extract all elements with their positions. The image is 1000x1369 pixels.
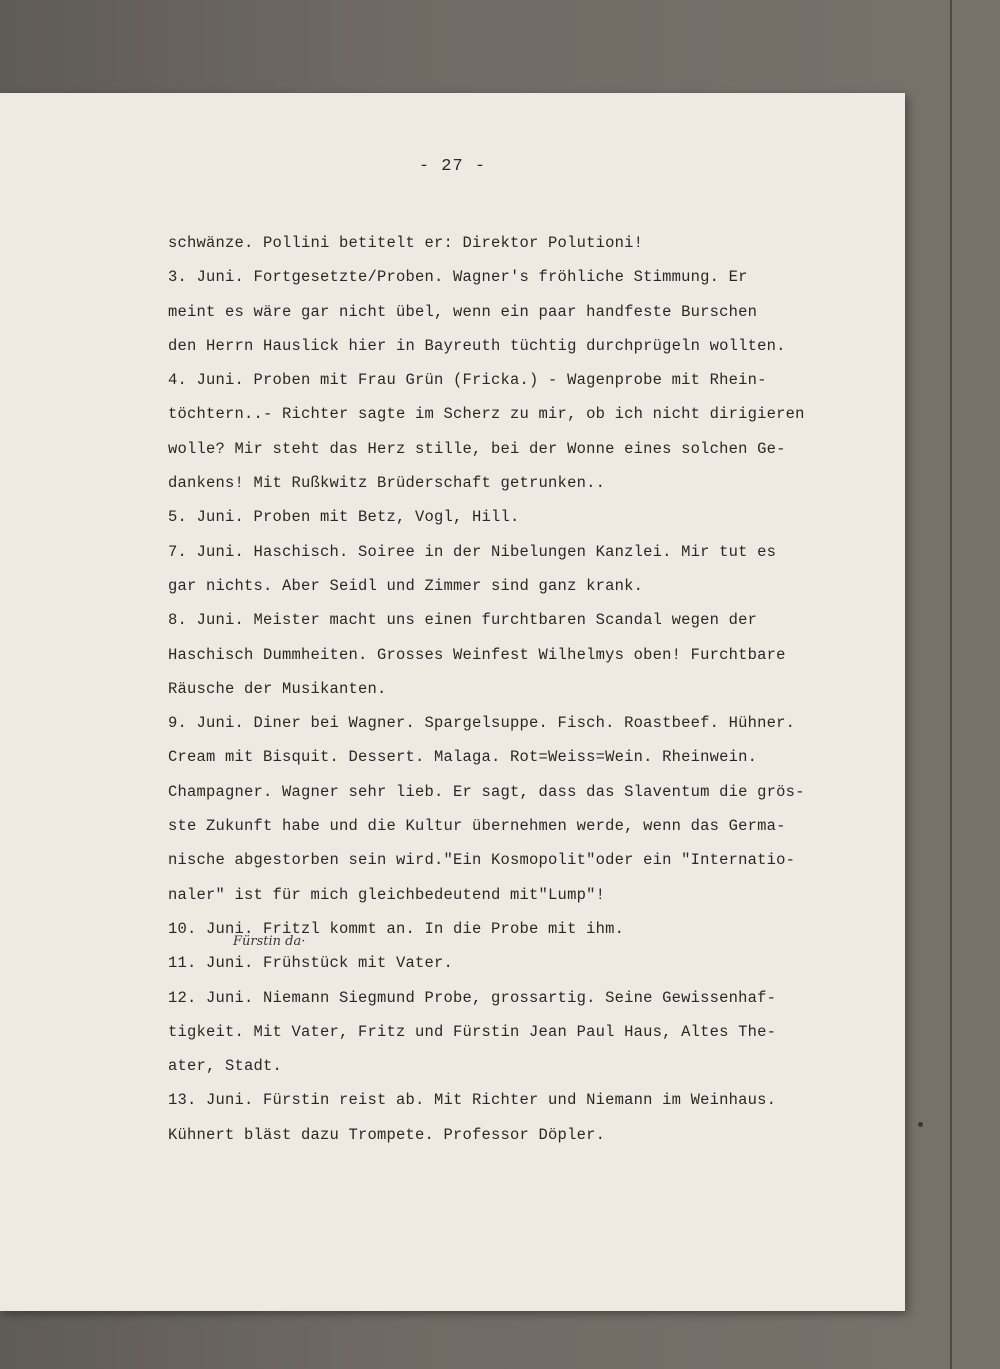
text-line: den Herrn Hauslick hier in Bayreuth tüchtig durchprügeln wollten.: [168, 336, 786, 355]
text-line: dankens! Mit Rußkwitz Brüderschaft getrunken..: [168, 474, 606, 493]
margin-dot: [918, 1122, 923, 1127]
handwritten-annotation: Fürstin da·: [233, 934, 306, 949]
text-line: töchtern..- Richter sagte im Scherz zu mir, ob ich nicht dirigieren: [168, 405, 805, 424]
text-line: 7. Juni. Haschisch. Soiree in der Nibelungen Kanzlei. Mir tut es: [168, 542, 777, 561]
text-line: 10. Juni. Fritzl kommt an. In die Probe mit ihm.: [168, 919, 625, 938]
text-line: naler" ist für mich gleichbedeutend mit"Lump"!: [168, 885, 606, 904]
text-line: 12. Juni. Niemann Siegmund Probe, grossartig. Seine Gewissenhaf-: [168, 988, 777, 1007]
text-line: gar nichts. Aber Seidl und Zimmer sind ganz krank.: [168, 576, 644, 595]
text-line: Cream mit Bisquit. Dessert. Malaga. Rot=Weiss=Wein. Rheinwein.: [168, 748, 758, 767]
page-number: - 27 -: [418, 157, 487, 176]
text-line: Kühnert bläst dazu Trompete. Professor Döpler.: [168, 1125, 606, 1144]
text-line: Champagner. Wagner sehr lieb. Er sagt, dass das Slaventum die grös-: [168, 782, 805, 801]
text-line: 13. Juni. Fürstin reist ab. Mit Richter und Niemann im Weinhaus.: [168, 1091, 777, 1110]
text-line: schwänze. Pollini betitelt er: Direktor Polutioni!: [168, 234, 644, 252]
text-line: ste Zukunft habe und die Kultur übernehmen werde, wenn das Germa-: [168, 817, 786, 836]
text-line: 4. Juni. Proben mit Frau Grün (Fricka.) - Wagenprobe mit Rhein-: [168, 371, 767, 390]
text-line: 9. Juni. Diner bei Wagner. Spargelsuppe. Fisch. Roastbeef. Hühner.: [168, 714, 796, 733]
text-line: Haschisch Dummheiten. Grosses Weinfest Wilhelmys oben! Furchtbare: [168, 645, 786, 664]
text-line: meint es wäre gar nicht übel, wenn ein paar handfeste Burschen: [168, 302, 758, 321]
scan-edge-line: [950, 0, 952, 1369]
typed-text-body: [168, 226, 890, 1152]
text-line: nische abgestorben sein wird."Ein Kosmopolit"oder ein "Internatio-: [168, 851, 796, 870]
text-line: 3. Juni. Fortgesetzte/Proben. Wagner's fröhliche Stimmung. Er: [168, 268, 748, 287]
text-line: 11. Juni. Frühstück mit Vater.: [168, 954, 454, 973]
text-line: tigkeit. Mit Vater, Fritz und Fürstin Jean Paul Haus, Altes The-: [168, 1022, 777, 1041]
text-line: ater, Stadt.: [168, 1057, 283, 1076]
text-line: 5. Juni. Proben mit Betz, Vogl, Hill.: [168, 508, 520, 527]
text-line: Räusche der Musikanten.: [168, 679, 387, 698]
text-line: wolle? Mir steht das Herz stille, bei der Wonne eines solchen Ge-: [168, 439, 786, 458]
text-line: 8. Juni. Meister macht uns einen furchtbaren Scandal wegen der: [168, 611, 758, 630]
